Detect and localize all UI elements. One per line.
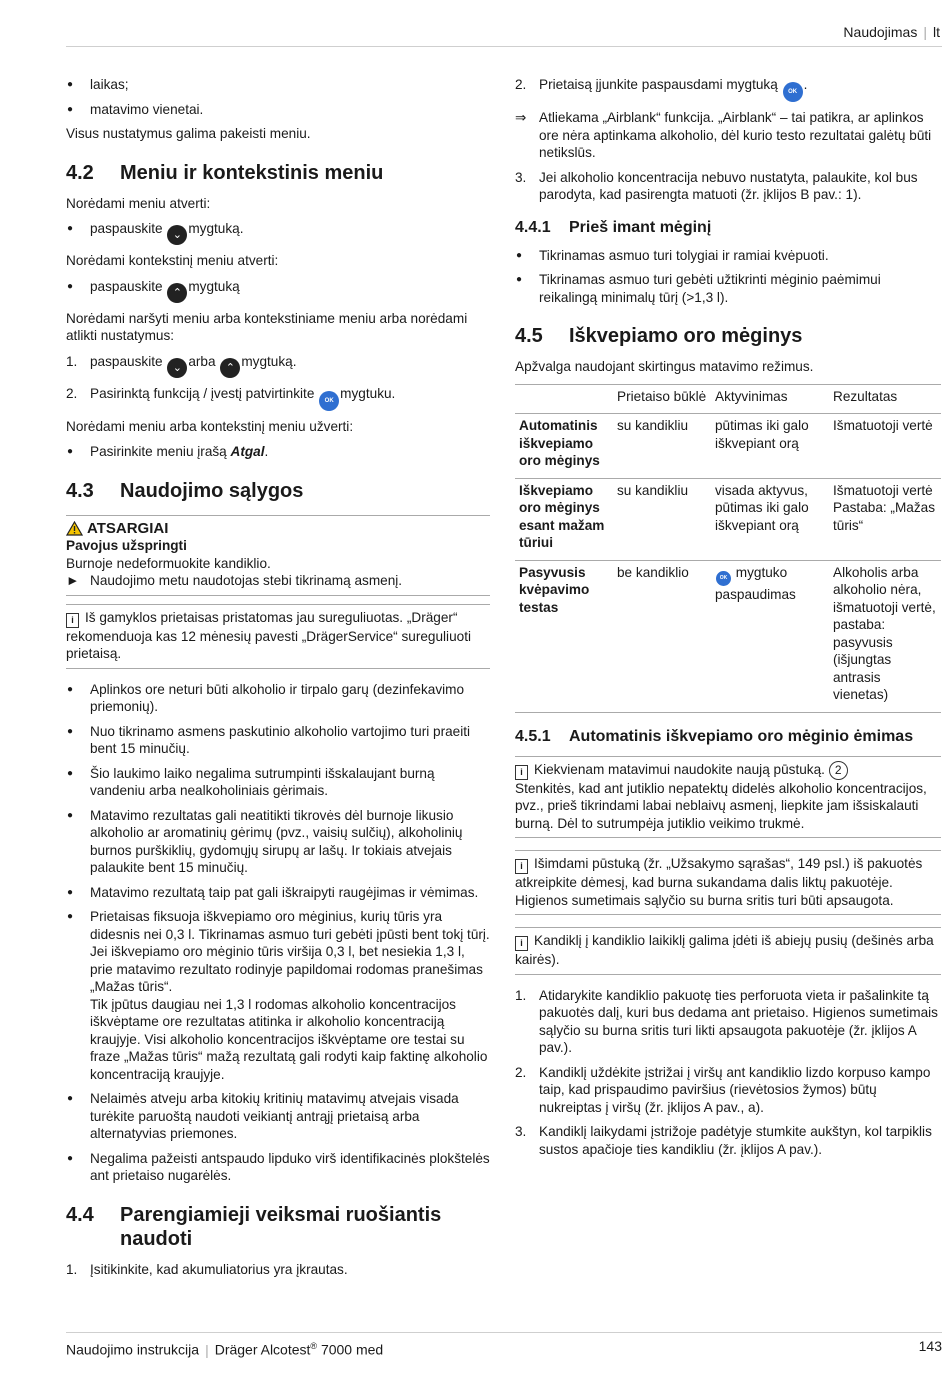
- registered-mark: ®: [310, 1341, 318, 1351]
- info-note: i Kandiklį į kandiklio laikiklį galima įdėti iš abiejų pusių (dešinės arba kairės).: [515, 927, 941, 975]
- table-row: [515, 560, 941, 712]
- list-item: ● paspauskite ⌄ mygtuką.: [66, 220, 490, 245]
- list-item: ● matavimo vienetai.: [66, 101, 490, 119]
- table-cell: pūtimas iki galo iškvepiant orą: [715, 418, 809, 451]
- page-footer: Naudojimo instrukcija | Dräger Alcotest® 7000 med 143: [66, 1338, 942, 1358]
- list-item: ● Prietaisas fiksuoja iškvepiamo oro mėginius, kurių tūris yra didesnis nei 0,3 l. Tikrinamas asmuo turi gebėti įpūsti bent tokį tūrį. Jei iškvepiamo oro mėginio tūris viršija 0,3 l, bet nesiekia 1,3 l, prie matavimo rezultato rodinyje papildomai rodomas pranešimas „Mažas tūris“. Tik įpūtus daugiau nei 1,3 l rodomas alkoholio koncentracijos iškvėptame ore rezultatas atitinka ir alkoholio koncentraciją kraujyje. Visi alkoholio koncentracijos iškvėptame ore testai su fraze „Mažas tūris“ mažą rezultatą gali rodyti kaip faktinę alkoholio koncentraciją kraujyje.: [66, 908, 490, 1083]
- info-note: i Išimdami pūstuką (žr. „Užsakymo sąrašas“, 149 psl.) iš pakuotės atkreipkite dėmesį, kad burna sukandama dalis liktų pakuotėje. Higienos sumetimais sąlyčio su burna sritis turi būti apsaugota.: [515, 850, 941, 915]
- warning-subtitle: Pavojus užspringti: [66, 538, 187, 553]
- list-item: 2. Kandiklį uždėkite įstrižai į viršų ant kandiklio lizdo korpuso kampo taip, kad prispaudimo paviršius (rievėtosios žymos) būtų nukreiptas į viršų (žr. įklijos A pav., a).: [515, 1064, 931, 1115]
- header-rule: [66, 46, 942, 47]
- left-column: [66, 76, 490, 1285]
- table-cell: visada aktyvus, pūtimas iki galo iškvepiant orą: [715, 482, 809, 533]
- paragraph: Norėdami kontekstinį meniu atverti:: [66, 253, 279, 268]
- section-heading-4-4: 4.4 Parengiamieji veiksmai ruošiantis naudoti: [66, 1203, 442, 1250]
- section-heading-4-3: 4.3 Naudojimo sąlygos: [66, 479, 304, 502]
- play-arrow-icon: ►: [66, 573, 80, 588]
- section-heading-4-5-1: 4.5.1 Automatinis iškvepiamo oro mėginio ėmimas: [515, 727, 914, 745]
- table-row: [515, 414, 941, 479]
- up-button-icon: ⌃: [167, 283, 187, 303]
- up-button-icon: ⌃: [220, 358, 240, 378]
- paragraph: Visus nustatymus galima pakeisti meniu.: [66, 126, 311, 141]
- down-button-icon: ⌄: [167, 225, 187, 245]
- table-cell: su kandikliu: [617, 482, 689, 498]
- table-cell: Alkoholis arba alkoholio nėra, išmatuotoji vertė, pastaba: pasyvusis (išjungtas antrasis vienetas): [833, 564, 936, 702]
- ok-button-icon: OK: [716, 571, 731, 586]
- footer-product: Dräger Alcotest: [214, 1341, 311, 1358]
- down-button-icon: ⌄: [167, 358, 187, 378]
- paragraph: Apžvalga naudojant skirtingus matavimo režimus.: [515, 359, 814, 374]
- list-item: 1. Įsitikinkite, kad akumuliatorius yra įkrautas.: [66, 1261, 348, 1277]
- result-arrow-item: ⇒ Atliekama „Airblank“ funkcija. „Airblank“ – tai patikra, ar aplinkos ore nėra aptinkama alkoholio, dėl kurio testo rezultatai galėtų būti netikslūs.: [515, 110, 932, 160]
- table-cell: Išmatuotoji vertė: [833, 418, 933, 433]
- list-item: ● Matavimo rezultatą taip pat gali iškraipyti raugėjimas ir vėmimas.: [66, 884, 490, 902]
- warning-text: Burnoje nedeformuokite kandiklio.: [66, 555, 271, 571]
- table-cell: su kandikliu: [617, 418, 689, 433]
- table-cell: Automatinis iškvepiamo oro mėginys: [519, 418, 600, 468]
- info-note: i Kiekvienam matavimui naudokite naują pūstuką. 2 Stenkitės, kad ant jutiklio nepatektų didelės alkoholio koncentracijos, pvz., prieš tikrindami labai neblaivų asmenį, liepkite jam išsiskalauti burną. Dėl to sutrumpėja jutiklio veikimo trukmė.: [515, 756, 941, 839]
- header-lang: lt: [933, 24, 940, 40]
- info-note: i Iš gamyklos prietaisas pristatomas jau sureguliuotas. „Dräger“ rekomenduoja kas 12 mėnesių pavesti „DrägerService“ sureguliuoti prietaisą.: [66, 604, 490, 669]
- right-column: [515, 76, 941, 1165]
- warning-action: ► Naudojimo metu naudotojas stebi tikrinamą asmenį.: [66, 573, 403, 588]
- table-cell: be kandiklio: [617, 564, 689, 580]
- info-icon: i: [515, 936, 528, 951]
- table-header-cell: [515, 384, 613, 414]
- list-item: ● Nuo tikrinamo asmens paskutinio alkoholio vartojimo turi praeiti bent 15 minučių.: [66, 723, 490, 758]
- info-icon: i: [515, 765, 528, 780]
- list-item: ● Matavimo rezultatas gali neatitikti tikrovės dėl burnoje likusio alkoholio ar aromatinių gėrimų (pvz., vaisių sulčių), alkoholinių burnos purškiklių, gydomųjų sirupų ar lašų. Ir tokiais atvejais palaukite bent 15 minučių.: [66, 807, 490, 877]
- list-item: 3. Kandiklį laikydami įstrižoje padėtyje stumkite aukštyn, kol tarpiklis sustos apačioje ties kandikliu (žr. įklijos A pav.).: [515, 1124, 932, 1157]
- table-cell: Pasyvusis kvėpavimo testas: [519, 564, 590, 615]
- page-number: 143: [918, 1338, 942, 1354]
- table-cell: Išmatuotoji vertė Pastaba: „Mažas tūris“: [833, 482, 935, 533]
- ok-button-icon: OK: [783, 82, 803, 102]
- table-cell: OK mygtuko paspaudimas: [715, 564, 796, 602]
- list-item: 1. Atidarykite kandiklio pakuotę ties perforuota vieta ir pašalinkite tą pakuotės dalį, kuri bus dedama ant prietaiso. Higienos sumetimais sąlyčio su burna sritis turi likti apsaugota pakuotėje (žr. įklijos A pav.).: [515, 987, 938, 1055]
- page-header: Naudojimas | lt: [843, 24, 940, 40]
- list-item: ● paspauskite ⌃ mygtuką: [66, 278, 490, 303]
- modes-table: [515, 384, 941, 713]
- callout-number: 2: [829, 761, 848, 780]
- info-icon: i: [515, 859, 528, 874]
- list-item: 1. paspauskite ⌄ arba ⌃ mygtuką.: [66, 353, 490, 378]
- section-heading-4-2: 4.2 Meniu ir kontekstinis meniu: [66, 161, 384, 184]
- paragraph: Norėdami meniu atverti:: [66, 195, 211, 211]
- warning-triangle-icon: [66, 521, 83, 536]
- table-row: [515, 478, 941, 560]
- section-heading-4-5: 4.5 Iškvepiamo oro mėginys: [515, 325, 803, 347]
- list-item: ● Negalima pažeisti antspaudo lipduko virš identifikacinės plokštelės ant prietaiso nugarėlės.: [66, 1150, 490, 1185]
- table-header-row: [515, 384, 941, 414]
- warning-box: ATSARGIAI Pavojus užspringti Burnoje nedeformuokite kandiklio. ► Naudojimo metu naudotojas stebi tikrinamą asmenį.: [66, 515, 490, 596]
- table-header-cell: Aktyvinimas: [715, 388, 788, 404]
- header-section: Naudojimas: [843, 24, 918, 40]
- ok-button-icon: OK: [319, 391, 339, 411]
- list-item: ● Pasirinkite meniu įrašą Atgal.: [66, 443, 490, 461]
- list-item: ● Aplinkos ore neturi būti alkoholio ir tirpalo garų (dezinfekavimo priemonių).: [66, 681, 490, 716]
- list-item: ● Nelaimės atveju arba kitokių kritinių matavimų atvejais visada turėkite paruoštą naudoti veikiantį antrąjį prietaisą arba alternatyvias priemones.: [66, 1090, 490, 1143]
- list-item: 2. Prietaisą įjunkite paspausdami mygtuką OK .: [515, 76, 941, 102]
- table-cell: Iškvepiamo oro mėginys esant mažam tūriui: [519, 482, 605, 550]
- list-item: 3. Jei alkoholio koncentracija nebuvo nustatyta, palaukite, kol bus parodyta, kad pasirengta matuoti (žr. įklijos B pav.: 1).: [515, 169, 918, 202]
- footer-doc-title: Naudojimo instrukcija: [66, 1341, 200, 1358]
- paragraph: Norėdami meniu arba kontekstinį meniu užverti:: [66, 418, 354, 434]
- paragraph: Norėdami naršyti meniu arba kontekstiniame meniu arba norėdami atlikti nustatymus:: [66, 310, 468, 343]
- list-item: ● Tikrinamas asmuo turi gebėti užtikrinti mėginio paėmimui reikalingą minimalų tūrį (>1,3 l).: [515, 271, 941, 306]
- table-header-cell: Rezultatas: [833, 388, 898, 404]
- list-item: ● Tikrinamas asmuo turi tolygiai ir ramiai kvėpuoti.: [515, 247, 941, 265]
- table-header-cell: Prietaiso būklė: [617, 388, 707, 404]
- section-heading-4-4-1: 4.4.1 Prieš imant mėginį: [515, 218, 712, 236]
- footer-model: 7000 med: [317, 1341, 384, 1358]
- list-item: 2. Pasirinktą funkciją / įvestį patvirtinkite OK mygtuku.: [66, 385, 490, 411]
- list-item: ● Šio laukimo laiko negalima sutrumpinti išskalaujant burną vandeniu arba nealkoholiniais gėrimais.: [66, 765, 490, 800]
- info-icon: i: [66, 613, 79, 628]
- implies-arrow-icon: ⇒: [515, 110, 527, 125]
- list-item: ● laikas;: [66, 76, 490, 94]
- footer-rule: [66, 1332, 942, 1333]
